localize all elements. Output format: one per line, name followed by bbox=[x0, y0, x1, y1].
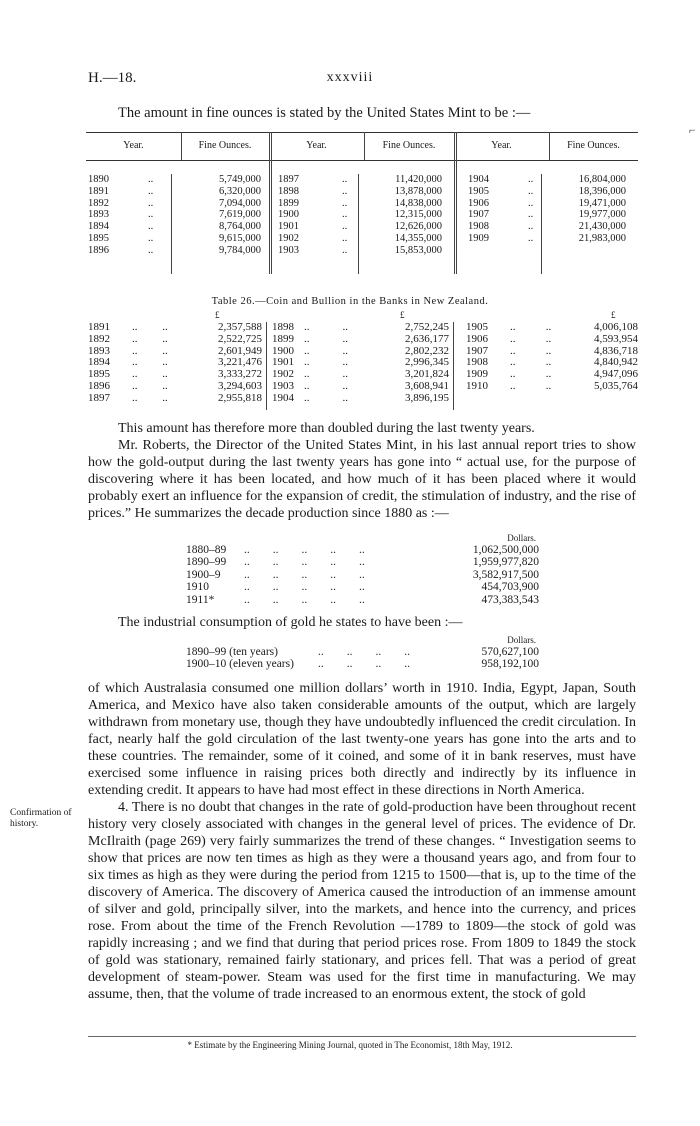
period: 1900–9 bbox=[186, 568, 221, 581]
value: 19,471,000 bbox=[578, 197, 626, 209]
value: 3,896,195 bbox=[405, 391, 449, 404]
t26-values-1 bbox=[188, 322, 262, 405]
year: 1904 bbox=[272, 391, 294, 404]
mint-years-3 bbox=[468, 174, 489, 245]
value: 4,836,718 bbox=[594, 344, 638, 357]
value: 15,853,000 bbox=[394, 244, 442, 256]
year: 1893 bbox=[88, 344, 110, 357]
year: 1902 bbox=[278, 232, 299, 244]
year: 1893 bbox=[88, 209, 109, 221]
value: 5,749,000 bbox=[219, 174, 261, 185]
margin-note: Confirmation of history. bbox=[10, 808, 72, 829]
leader-dots: .. .. .. .. .. .. .. .. .. .. .. .. .. .. bbox=[132, 321, 168, 404]
unit-label: Dollars. bbox=[507, 533, 536, 543]
year: 1905 bbox=[468, 185, 489, 197]
currency-symbol: £ bbox=[215, 310, 220, 320]
value: 12,315,000 bbox=[394, 209, 442, 221]
col-head-year: Year. bbox=[491, 140, 512, 151]
mint-values-1 bbox=[181, 174, 261, 257]
year: 1892 bbox=[88, 197, 109, 209]
value: 3,333,272 bbox=[218, 368, 262, 381]
period: 1910 bbox=[186, 581, 209, 594]
mint-years-2 bbox=[278, 174, 299, 257]
production-values bbox=[451, 544, 539, 606]
value: 3,582,917,500 bbox=[472, 568, 539, 581]
consumption-labels bbox=[186, 646, 294, 671]
value: 12,626,000 bbox=[394, 221, 442, 233]
year: 1898 bbox=[272, 321, 294, 333]
col-head-fine: Fine Ounces. bbox=[198, 140, 252, 151]
value: 3,201,824 bbox=[405, 368, 449, 381]
consumption-values bbox=[451, 646, 539, 671]
year: 1899 bbox=[278, 197, 299, 209]
year: 1906 bbox=[468, 197, 489, 209]
t26-values-3 bbox=[558, 322, 638, 393]
col-head-fine: Fine Ounces. bbox=[567, 140, 620, 151]
value: 9,784,000 bbox=[219, 244, 261, 256]
value: 14,355,000 bbox=[394, 232, 442, 244]
period: 1890–99 (ten years) bbox=[186, 646, 278, 658]
value: 4,840,942 bbox=[594, 356, 638, 369]
mint-values-3 bbox=[549, 174, 626, 245]
value: 2,802,232 bbox=[405, 344, 449, 357]
value: 1,062,500,000 bbox=[472, 544, 539, 556]
value: 14,838,000 bbox=[394, 197, 442, 209]
value: 2,752,245 bbox=[405, 321, 449, 333]
mint-years-1 bbox=[88, 174, 109, 257]
value: 4,006,108 bbox=[594, 321, 638, 333]
year: 1898 bbox=[278, 185, 299, 197]
consumption-table bbox=[186, 634, 546, 676]
period: 1900–10 (eleven years) bbox=[186, 658, 294, 671]
year: 1894 bbox=[88, 221, 109, 233]
year: 1900 bbox=[272, 344, 294, 357]
paragraph: 4. There is no doubt that changes in the rate of gold-production have been throughout recent history very closely associated with changes in the general level of prices. The evidence of Dr. McIlraith (page 269) very fairly summarizes the trend of these changes. “ Investigation seems to show that prices are now ten times as high as they were a thousand years ago, and from four to six times as high as they were during the period from 1215 to 1500—that is, up to the time of the discovery of America. The discovery of America caused the introduction of an immense amount of silver and gold, principally silver, into the markets, and hence into the currency, and prices rose. From about the time of the French Revolution —1789 to 1809—the stock of gold was rapidly increasing ; and we find that during that period prices rose. From 1809 to 1849 the stock of gold was stationary, remained fairly stationary, and prices fell. That was a period of great development of steam-power. Steam was used for the first time in manufacturing. We may assume, then, that the volume of trade increased to an enormous extent, the stock of gold bbox=[88, 800, 636, 1002]
value: 2,636,177 bbox=[405, 332, 449, 345]
page-number: xxxviii bbox=[326, 70, 374, 85]
col-head-year: Year. bbox=[123, 140, 144, 151]
mint-values-2 bbox=[364, 174, 442, 257]
paragraph: This amount has therefore more than doubled during the last twenty years. bbox=[118, 421, 535, 436]
year: 1908 bbox=[468, 221, 489, 233]
value: 21,983,000 bbox=[578, 232, 626, 244]
year: 1903 bbox=[278, 244, 299, 256]
value: 21,430,000 bbox=[578, 221, 626, 233]
year: 1891 bbox=[88, 185, 109, 197]
page-code: H.—18. bbox=[88, 70, 137, 86]
year: 1905 bbox=[466, 321, 488, 333]
value: 11,420,000 bbox=[395, 174, 442, 185]
year: 1907 bbox=[468, 209, 489, 221]
value: 958,192,100 bbox=[481, 658, 539, 671]
value: 7,619,000 bbox=[219, 209, 261, 221]
year: 1890 bbox=[88, 174, 109, 185]
value: 7,094,000 bbox=[219, 197, 261, 209]
year: 1900 bbox=[278, 209, 299, 221]
value: 2,955,818 bbox=[218, 391, 262, 404]
leader-dots: .. .. .. .. .. .. .. .. .. .. .. .. bbox=[510, 321, 552, 392]
year: 1895 bbox=[88, 368, 110, 381]
value: 2,522,725 bbox=[218, 332, 262, 345]
production-table bbox=[186, 532, 546, 612]
value: 2,996,345 bbox=[405, 356, 449, 369]
edge-mark: ⌐ bbox=[689, 123, 696, 137]
year: 1908 bbox=[466, 356, 488, 369]
year: 1901 bbox=[278, 221, 299, 233]
year: 1899 bbox=[272, 332, 294, 345]
production-labels bbox=[186, 544, 226, 606]
value: 3,294,603 bbox=[218, 379, 262, 392]
value: 2,601,949 bbox=[218, 344, 262, 357]
mint-table bbox=[86, 132, 638, 282]
year: 1902 bbox=[272, 368, 294, 381]
leader-dots: .. .. .. .. .. .. .. .. bbox=[318, 646, 410, 671]
value: 9,615,000 bbox=[219, 232, 261, 244]
year: 1909 bbox=[468, 232, 489, 244]
year: 1892 bbox=[88, 332, 110, 345]
year: 1907 bbox=[466, 344, 488, 357]
t26-years-3 bbox=[466, 322, 488, 393]
year: 1896 bbox=[88, 244, 109, 256]
leader-dots: .. .. .. .. .. .. .. bbox=[148, 174, 154, 256]
year: 1891 bbox=[88, 321, 110, 333]
footnote: * Estimate by the Engineering Mining Journal, quoted in The Economist, 18th May, 1912. bbox=[187, 1040, 513, 1050]
value: 4,947,096 bbox=[594, 368, 638, 381]
year: 1903 bbox=[272, 379, 294, 392]
t26-values-2 bbox=[373, 322, 449, 405]
year: 1896 bbox=[88, 379, 110, 392]
paragraph: of which Australasia consumed one million dollars’ worth in 1910. India, Egypt, Japan, South America, and Mexico have also taken considerable amounts of the output, which are largely withdrawn from monetary use, though they have undoubtedly influenced the credit circulation. In fact, nearly half the gold circulation of the last twenty-one years has gone into the arts and to these countries. The remainder, some of it coined, and some of it in bank reserves, must have exercised some influence in raising prices both directly and indirectly by its influence in extending credit. It appears to have had most effect in these directions in North America. bbox=[88, 681, 636, 798]
footnote-rule bbox=[88, 1036, 636, 1037]
year: 1901 bbox=[272, 356, 294, 369]
value: 473,383,543 bbox=[481, 593, 539, 606]
currency-symbol: £ bbox=[400, 310, 405, 320]
year: 1904 bbox=[468, 174, 489, 185]
value: 454,703,900 bbox=[481, 581, 539, 594]
year: 1894 bbox=[88, 356, 110, 369]
year: 1909 bbox=[466, 368, 488, 381]
col-head-fine: Fine Ounces. bbox=[382, 140, 436, 151]
value: 16,804,000 bbox=[578, 174, 626, 185]
value: 19,977,000 bbox=[578, 209, 626, 221]
value: 3,608,941 bbox=[405, 379, 449, 392]
value: 2,357,588 bbox=[218, 321, 262, 333]
unit-label: Dollars. bbox=[507, 635, 536, 645]
leader-dots: .. .. .. .. .. .. .. bbox=[342, 174, 348, 256]
col-head-year: Year. bbox=[306, 140, 327, 151]
period: 1880–89 bbox=[186, 544, 227, 556]
value: 570,627,100 bbox=[481, 646, 539, 658]
t26-years-1 bbox=[88, 322, 110, 405]
paragraph: Mr. Roberts, the Director of the United States Mint, in his last annual report tries to show how the gold-output during the last twenty years has gone into “ actual use, for the purpose of discovering where it has been located, and how much of it has been placed where it would probably exert an influence for the expansion of credit, the stimulation of industry, and the rise of prices.” He summarizes the decade production since 1880 as :— bbox=[88, 438, 636, 521]
year: 1897 bbox=[278, 174, 299, 185]
value: 13,878,000 bbox=[394, 185, 442, 197]
leader-dots: .. .. .. .. .. .. .. .. .. .. .. .. .. .. bbox=[304, 321, 348, 404]
value: 3,221,476 bbox=[218, 356, 262, 369]
paragraph: The industrial consumption of gold he states to have been :— bbox=[118, 615, 463, 630]
value: 5,035,764 bbox=[594, 379, 638, 392]
leader-dots: .. .. .. .. .. .. bbox=[528, 174, 534, 244]
period: 1890–99 bbox=[186, 556, 227, 569]
year: 1906 bbox=[466, 332, 488, 345]
table26-caption: Table 26.—Coin and Bullion in the Banks in New Zealand. bbox=[211, 296, 489, 307]
body-section-2 bbox=[88, 614, 636, 631]
value: 8,764,000 bbox=[219, 221, 261, 233]
t26-years-2 bbox=[272, 322, 294, 405]
value: 18,396,000 bbox=[578, 185, 626, 197]
value: 4,593,954 bbox=[594, 332, 638, 345]
mint-intro: The amount in fine ounces is stated by the United States Mint to be :— bbox=[118, 105, 531, 121]
body-section-3 bbox=[88, 680, 636, 1003]
year: 1895 bbox=[88, 232, 109, 244]
value: 6,320,000 bbox=[219, 185, 261, 197]
table26 bbox=[88, 310, 640, 415]
year: 1910 bbox=[466, 379, 488, 392]
value: 1,959,977,820 bbox=[472, 556, 539, 569]
currency-symbol: £ bbox=[611, 310, 616, 320]
body-section-1 bbox=[88, 420, 636, 522]
year: 1897 bbox=[88, 391, 110, 404]
leader-dots: .. .. .. .. .. .. .. .. .. .. .. .. .. .. .. .. .. .. .. .. .. .. .. .. .. bbox=[244, 544, 365, 606]
period: 1911* bbox=[186, 593, 215, 606]
